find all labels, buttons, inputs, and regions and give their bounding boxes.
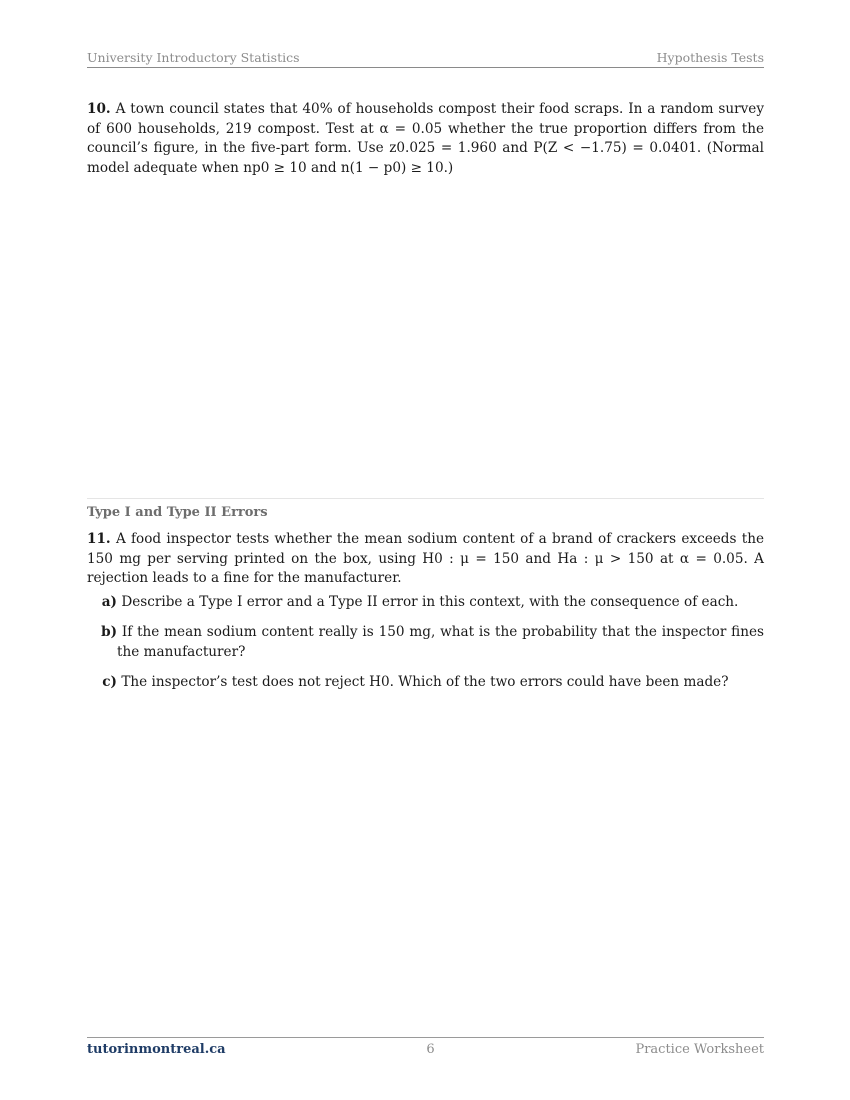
- question-10: [87, 100, 764, 178]
- part-label: c): [102, 674, 117, 690]
- question-10-paragraph: [87, 100, 764, 178]
- question-11-paragraph: [87, 530, 764, 589]
- question-10-text: A town council states that 40% of households compost their food scraps. In a random survey of 600 households, 219 compost. Test at α = 0.05 whether the true proportion differs from the council’s figure, in the five-part form. Use z0.025 = 1.960 and P(Z < −1.75) = 0.0401. (Normal model adequate when np0 ≥ 10 and n(1 − p0) ≥ 10.): [87, 101, 764, 176]
- part-text: [117, 623, 764, 662]
- part-label: b): [101, 624, 117, 640]
- part-c-text: The inspector’s test does not reject H0. Which of the two errors could have been made?: [121, 674, 729, 690]
- section-heading: Type I and Type II Errors: [87, 505, 268, 520]
- part-label: a): [101, 593, 117, 610]
- header-course-title: University Introductory Statistics: [87, 50, 300, 65]
- question-11: [87, 530, 764, 704]
- question-part: [87, 623, 764, 662]
- part-text: [117, 673, 764, 693]
- section-divider: [87, 498, 764, 499]
- part-b-text: If the mean sodium content really is 150 mg, what is the probability that the inspector fines the manufacturer?: [117, 624, 765, 660]
- footer-label: Practice Worksheet: [635, 1042, 764, 1057]
- question-number: 11.: [87, 531, 111, 547]
- header-topic: Hypothesis Tests: [656, 50, 764, 65]
- question-part: [87, 593, 764, 613]
- question-number: 10.: [87, 101, 111, 117]
- question-part: [87, 673, 764, 693]
- question-11-text: A food inspector tests whether the mean sodium content of a brand of crackers exceeds the 150 mg per serving printed on the box, using H0 : μ = 150 and Ha : μ > 150 at α = 0.05. A rejection leads to a fine for the manufacturer.: [87, 531, 764, 586]
- footer-site-link[interactable]: tutorinmontreal.ca: [87, 1042, 226, 1057]
- footer-divider: [87, 1037, 764, 1038]
- part-text: [117, 593, 764, 613]
- page-header: [87, 50, 764, 68]
- question-11-parts: [87, 593, 764, 693]
- page-number: 6: [426, 1042, 435, 1057]
- page-footer: [87, 1042, 764, 1057]
- part-a-text: Describe a Type I error and a Type II error in this context, with the consequence of each.: [121, 593, 739, 610]
